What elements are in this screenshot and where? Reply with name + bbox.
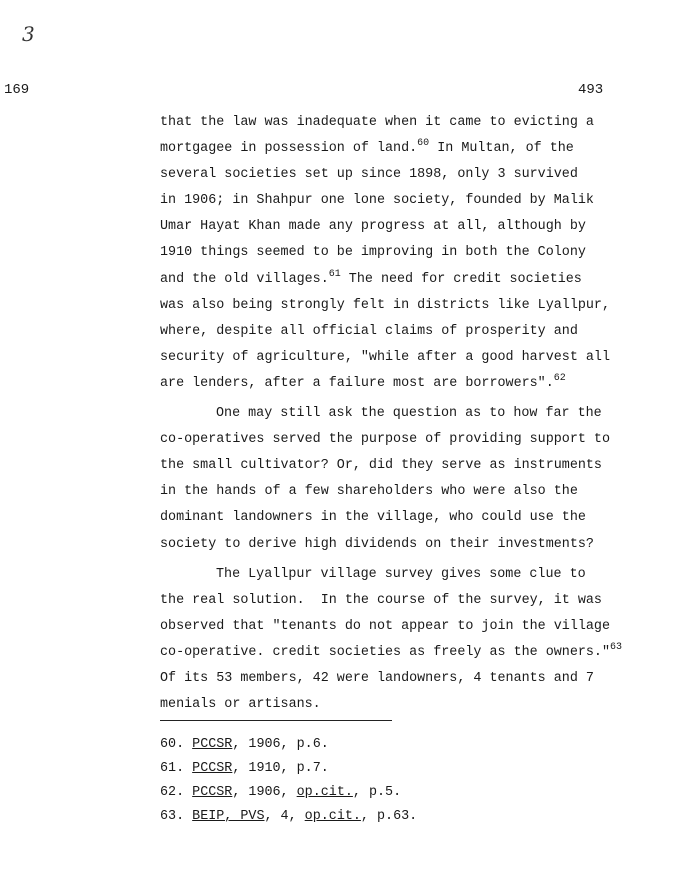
text-line [160,453,620,479]
text-run: 1910 things seemed to be improving in both the Colony [160,245,586,261]
text-line [160,640,623,666]
footnote-text: , p.63. [360,809,418,824]
footnotes [160,733,417,829]
text-line [160,692,620,718]
text-line [160,427,620,453]
text-run: co-operative. credit societies as freely as the owners." [160,644,610,660]
text-run: are lenders, after a failure most are borrowers". [160,375,554,391]
text-run: security of agriculture, "while after a good harvest all [160,349,610,365]
text-line [160,371,620,397]
text-line [160,588,620,614]
text-line [160,614,620,640]
text-run: several societies set up since 1898, only 3 survived [160,167,578,183]
footnote [160,757,417,781]
text-run: in 1906; in Shahpur one lone society, founded by Malik [160,193,594,209]
footnote-number: 61. [160,761,185,776]
footnote-text: , p.5. [352,785,402,800]
footnote-ref: 62 [553,372,566,384]
text-run: One may still ask the question as to how far the [216,406,602,422]
footnote-source: PCCSR [192,737,233,752]
text-line [160,479,620,505]
footnote-source: BEIP, PVS [192,809,265,824]
text-line [160,666,620,692]
footnote-ref: 60 [417,138,430,150]
text-run: was also being strongly felt in districts like Lyallpur, [160,297,610,313]
text-line [160,345,620,371]
text-line [160,505,620,531]
text-run: dominant landowners in the village, who could use the [160,510,586,526]
text-line [160,136,620,162]
text-run: society to derive high dividends on their investments? [160,536,594,552]
text-run: The Lyallpur village survey gives some clue to [216,566,586,582]
text-line [160,401,620,427]
footnote-ref: 63 [610,641,623,653]
footnote-text: , 1906, p.6. [232,737,329,752]
text-line [160,532,620,558]
text-run: the real solution. In the course of the survey, it was [160,592,602,608]
text-line [160,240,620,266]
text-run: the small cultivator? Or, did they serve as instruments [160,458,602,474]
body-text [160,110,623,718]
text-line [160,562,620,588]
text-run: menials or artisans. [160,697,321,713]
text-line [160,110,620,136]
footnote-text: , 1906, [232,785,297,800]
text-line [160,188,620,214]
footnote-number: 63. [160,809,185,824]
footnote-ref: 61 [328,268,341,280]
text-run: that the law was inadequate when it came to evicting a [160,115,594,130]
footnote [160,805,417,829]
text-line [160,267,620,293]
text-run: Umar Hayat Khan made any progress at all, although by [160,219,586,235]
footnote-divider [160,720,392,721]
archive-number: 169 [4,82,30,98]
text-run: where, despite all official claims of prosperity and [160,323,578,339]
footnote-text: , 1910, p.7. [232,761,329,776]
text-run: Of its 53 members, 42 were landowners, 4 tenants and 7 [160,670,594,686]
footnote [160,733,417,757]
text-run: observed that "tenants do not appear to join the village [160,618,610,634]
text-run: mortgagee in possession of land. [160,141,418,157]
footnote [160,781,417,805]
footnote-number: 60. [160,737,185,752]
text-line [160,293,620,319]
footnote-text: , 4, [264,809,305,824]
handwritten-mark: 3 [22,22,35,46]
footnote-cite: op.cit. [296,785,353,800]
text-run: in the hands of a few shareholders who were also the [160,484,578,500]
footnote-number: 62. [160,785,185,800]
footnote-cite: op.cit. [304,809,361,824]
page-number: 493 [578,82,604,98]
text-run: co-operatives served the purpose of providing support to [160,432,610,448]
text-run: The need for credit societies [340,271,582,287]
text-line [160,214,620,240]
text-run: and the old villages. [160,271,329,287]
footnote-source: PCCSR [192,761,233,776]
text-line [160,319,620,345]
text-run: In Multan, of the [429,141,574,157]
text-line [160,162,620,188]
footnote-source: PCCSR [192,785,233,800]
